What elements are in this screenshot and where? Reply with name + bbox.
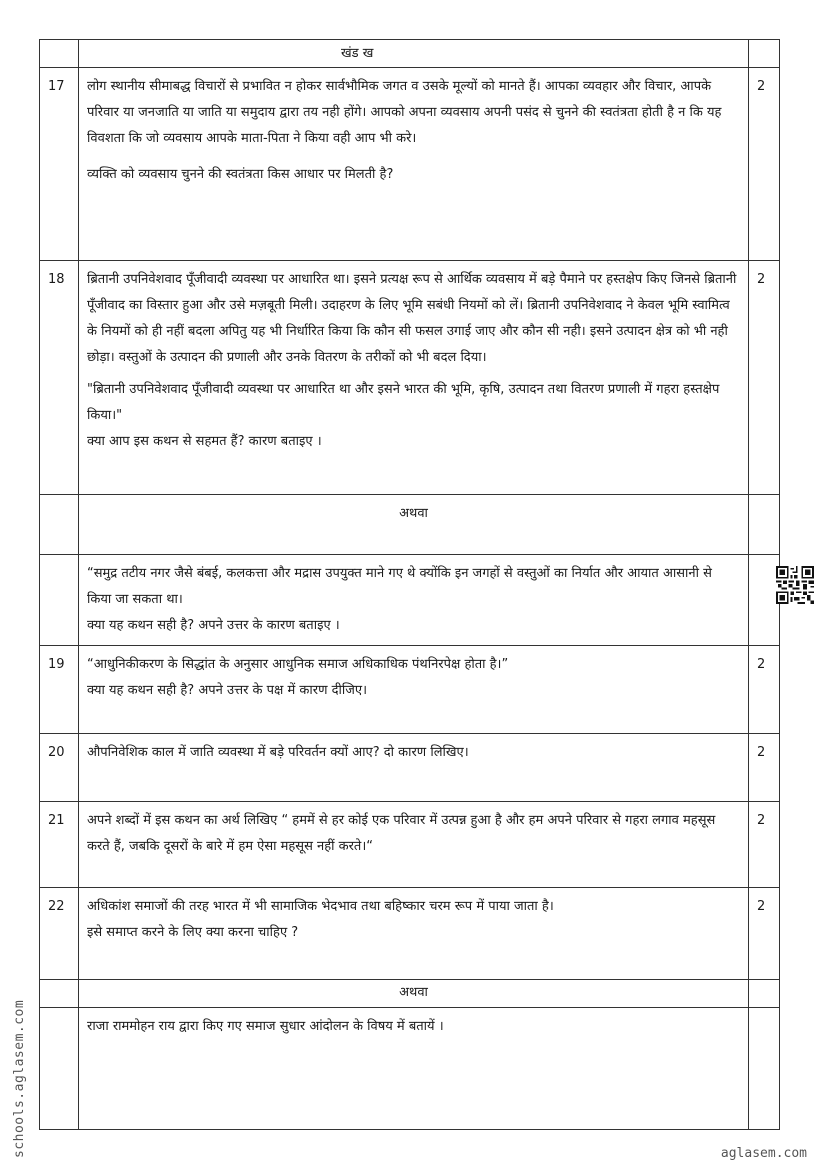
question-statement: “आधुनिकीकरण के सिद्धांत के अनुसार आधुनिक समाज अधिकाधिक पंथनिरपेक्ष होता है।”: [87, 657, 509, 672]
question-marks: 2: [749, 888, 780, 980]
question-row-18-alt: [40, 555, 780, 646]
number-cell: [40, 1008, 79, 1130]
question-number: 20: [40, 734, 79, 802]
side-watermark: schools.aglasem.com: [12, 999, 27, 1158]
question-row-22-alt: [40, 1008, 780, 1130]
question-table: [39, 39, 780, 1130]
question-number: 18: [40, 261, 79, 495]
or-row-22: [40, 980, 780, 1008]
question-marks: 2: [749, 802, 780, 888]
question-marks: 2: [749, 261, 780, 495]
question-body: [79, 555, 749, 646]
number-cell: [40, 495, 79, 555]
question-marks: 2: [749, 68, 780, 261]
section-title: खंड ख: [79, 40, 749, 68]
question-prompt: इसे समाप्त करने के लिए क्या करना चाहिए ?: [87, 925, 299, 940]
or-row-18: [40, 495, 780, 555]
question-statement: “समुद्र तटीय नगर जैसे बंबई, कलकत्ता और मद्रास उपयुक्त माने गए थे क्योंकि इन जगहों से वस्तुओं का निर्यात और आयात आसानी से किया जा सकता था।: [87, 566, 712, 607]
question-text: अधिकांश समाजों की तरह भारत में भी सामाजिक भेदभाव तथा बहिष्कार चरम रूप में पाया जाता है।: [87, 899, 554, 914]
question-row-21: [40, 802, 780, 888]
question-body: [79, 261, 749, 495]
question-marks: 2: [749, 646, 780, 734]
question-body: [79, 68, 749, 261]
qr-code-icon: [776, 566, 814, 604]
question-number: 21: [40, 802, 79, 888]
marks-cell: [749, 1008, 780, 1130]
marks-cell: [749, 980, 780, 1008]
question-prompt: क्या यह कथन सही है? अपने उत्तर के कारण बताइए ।: [87, 618, 340, 633]
question-marks: 2: [749, 734, 780, 802]
question-row-20: [40, 734, 780, 802]
question-number: 17: [40, 68, 79, 261]
question-row-19: [40, 646, 780, 734]
marks-cell: [749, 40, 780, 68]
section-header-row: [40, 40, 780, 68]
question-passage: लोग स्थानीय सीमाबद्ध विचारों से प्रभावित न होकर सार्वभौमिक जगत व उसके मूल्यों को मानते हैं। आपका व्यवहार और विचार, आपके परिवार या जनजाति या जाति या समुदाय द्वारा तय नही होंगे। आपको अपना व्यवसाय अपनी पसंद से चुनने की स्वतंत्रता होती है न कि यह विवशता कि जो व्यवसाय आपके माता-पिता ने किया वही आप भी करे।: [87, 79, 722, 146]
question-body: [79, 888, 749, 980]
question-text: राजा राममोहन राय द्वारा किए गए समाज सुधार आंदोलन के विषय में बतायें ।: [79, 1008, 749, 1130]
number-cell: [40, 980, 79, 1008]
question-body: [79, 646, 749, 734]
question-number: 19: [40, 646, 79, 734]
marks-cell: [749, 555, 780, 646]
number-cell: [40, 555, 79, 646]
or-label: अथवा: [79, 495, 749, 555]
question-row-17: [40, 68, 780, 261]
marks-cell: [749, 495, 780, 555]
footer-watermark: aglasem.com: [720, 1146, 807, 1161]
question-number: 22: [40, 888, 79, 980]
question-prompt: व्यक्ति को व्यवसाय चुनने की स्वतंत्रता किस आधार पर मिलती है?: [87, 167, 394, 182]
question-row-22: [40, 888, 780, 980]
question-prompt: क्या आप इस कथन से सहमत हैं? कारण बताइए ।: [87, 434, 322, 449]
question-passage: ब्रितानी उपनिवेशवाद पूँजीवादी व्यवस्था पर आधारित था। इसने प्रत्यक्ष रूप से आर्थिक व्यवसाय में बड़े पैमाने पर हस्तक्षेप किए जिनसे ब्रितानी पूँजीवाद का विस्तार हुआ और उसे मज़बूती मिली। उदाहरण के लिए भूमि सबंधी नियमों को लें। ब्रितानी उपनिवेशवाद ने केवल भूमि स्वामित्व के नियमों को ही नहीं बदला अपितु यह भी निर्धारित किया कि कौन सी फसल उगाई जाए और कौन सी नही। इसने उत्पादन क्षेत्र को भी नही छोड़ा। वस्तुओं के उत्पादन की प्रणाली और उनके वितरण के तरीकों को भी बदल दिया।: [87, 272, 737, 365]
question-text: अपने शब्दों में इस कथन का अर्थ लिखिए “ हममें से हर कोई एक परिवार में उत्पन्न हुआ है और हम अपने परिवार से गहरा लगाव महसूस करते हैं, जबकि दूसरों के बारे में हम ऐसा महसूस नहीं करते।“: [79, 802, 749, 888]
question-prompt: क्या यह कथन सही है? अपने उत्तर के पक्ष में कारण दीजिए।: [87, 683, 368, 698]
or-label: अथवा: [79, 980, 749, 1008]
question-quote: "ब्रितानी उपनिवेशवाद पूँजीवादी व्यवस्था पर आधारित था और इसने भारत की भूमि, कृषि, उत्पादन तथा वितरण प्रणाली में गहरा हस्तक्षेप किया।": [87, 382, 720, 423]
question-text: औपनिवेशिक काल में जाति व्यवस्था में बड़े परिवर्तन क्यों आए? दो कारण लिखिए।: [79, 734, 749, 802]
question-row-18: [40, 261, 780, 495]
number-cell: [40, 40, 79, 68]
